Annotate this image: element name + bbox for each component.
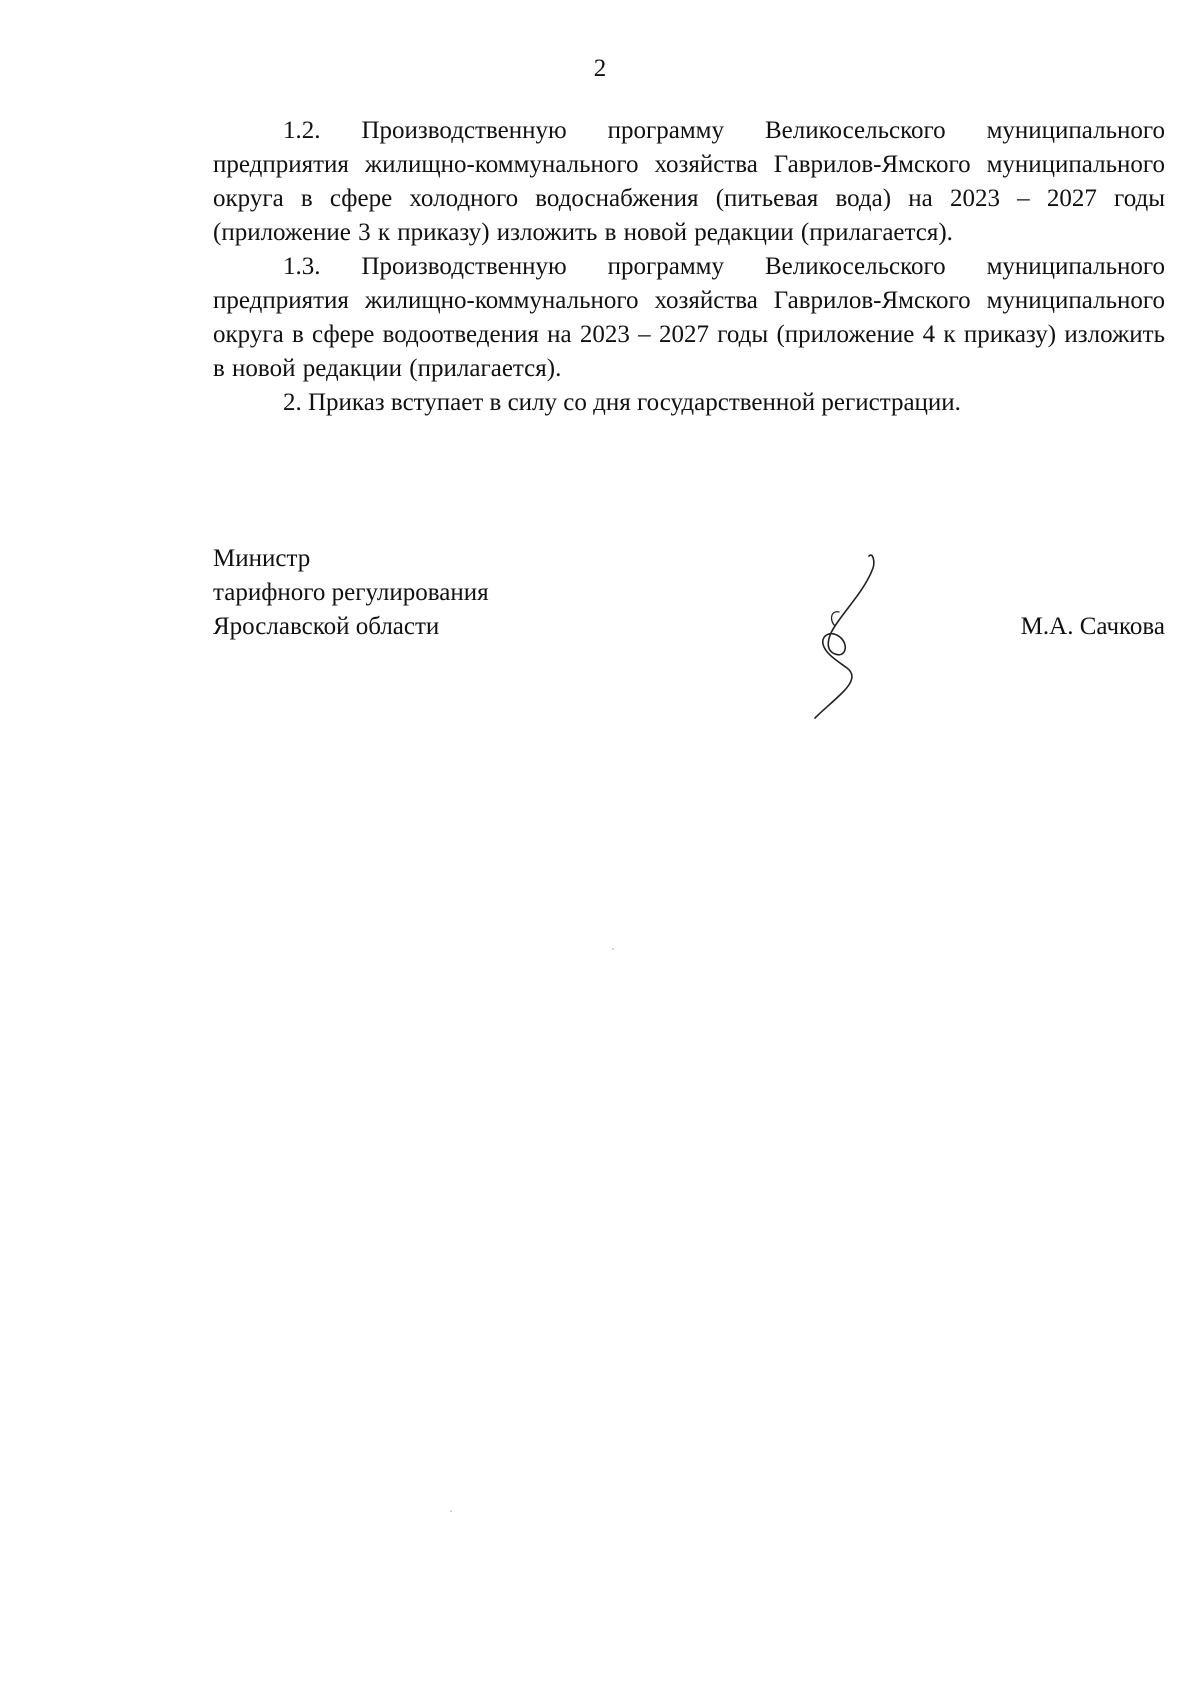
paragraph-1-3: 1.3. Производственную программу Великосельского муниципального предприятия жилищно-коммунального хозяйства Гаврилов-Ямского муниципального округа в сфере водоотведения на 2023 – 2027 годы (приложение 4 к приказу) изложить в новой редакции (прилагается). (213, 253, 1165, 382)
position-line-2: тарифного регулирования (213, 579, 489, 606)
document-body (213, 114, 1165, 420)
page-number: 2 (593, 55, 607, 82)
signatory-position (213, 542, 489, 644)
paragraph-2: 2. Приказ вступает в силу со дня государственной регистрации. (283, 389, 961, 416)
signer-name: М.А. Сачкова (1020, 613, 1165, 640)
scan-speck (450, 1510, 452, 1512)
scan-speck (612, 948, 614, 950)
paragraph-1-2: 1.2. Производственную программу Великосельского муниципального предприятия жилищно-коммунального хозяйства Гаврилов-Ямского муниципального округа в сфере холодного водоснабжения (питьевая вода) на 2023 – 2027 годы (приложение 3 к приказу) изложить в новой редакции (прилагается). (213, 117, 1165, 246)
position-line-1: Министр (213, 545, 311, 572)
handwritten-signature (805, 550, 905, 720)
position-line-3: Ярославской области (213, 613, 440, 640)
